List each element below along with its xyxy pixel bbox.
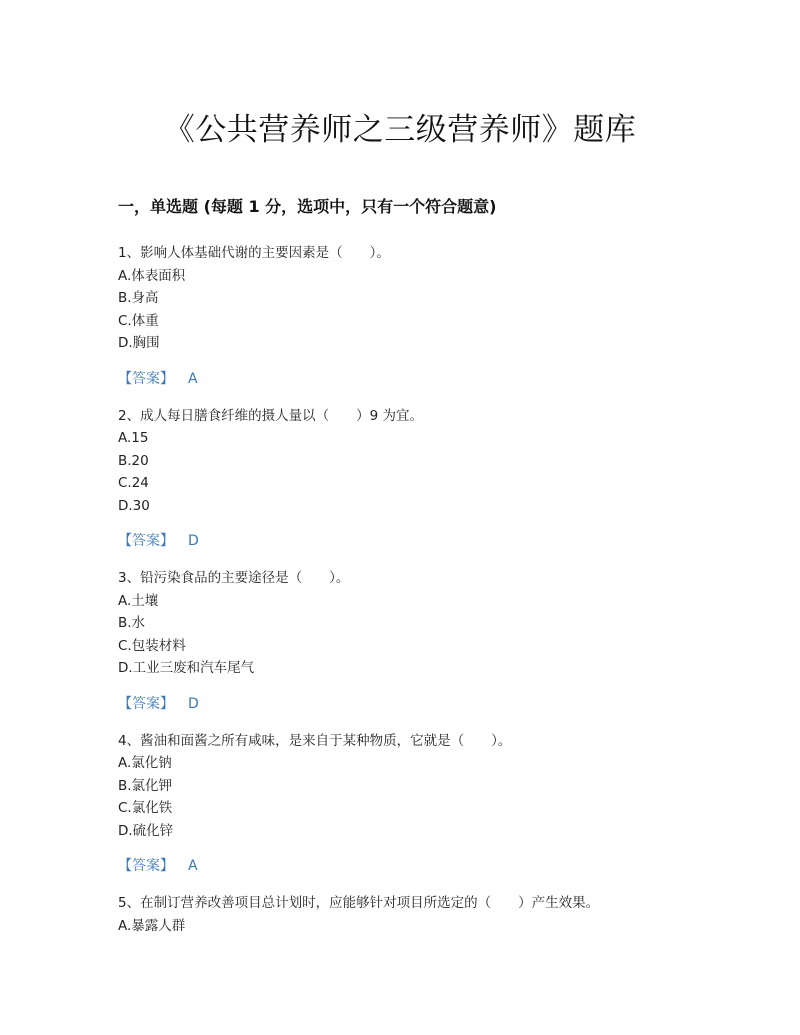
answer-label: 【答案】 xyxy=(118,370,174,387)
option-b: B.20 xyxy=(118,452,149,469)
answer-label: 【答案】 xyxy=(118,695,174,712)
answer-line xyxy=(118,530,718,552)
option-b: B.氯化钾 xyxy=(118,777,173,794)
question-stem: 2、成人每日膳食纤维的摄人量以（ ）9 为宜。 xyxy=(118,407,423,424)
option-c: C.体重 xyxy=(118,312,159,329)
option-d: D.30 xyxy=(118,497,150,514)
answer-value: A xyxy=(188,370,198,387)
question-1 xyxy=(118,242,718,390)
option-a: A.土壤 xyxy=(118,592,159,609)
question-2 xyxy=(118,405,718,553)
question-stem: 5、在制订营养改善项目总计划时，应能够针对项目所选定的（ ）产生效果。 xyxy=(118,895,600,911)
question-stem: 3、铅污染食品的主要途径是（ ）。 xyxy=(118,570,350,586)
document-title: 《公共营养师之三级营养师》题库 xyxy=(163,112,637,148)
question-stem: 1、影响人体基础代谢的主要因素是（ ）。 xyxy=(118,245,390,261)
option-b: B.身高 xyxy=(118,290,159,306)
option-c: C.氯化铁 xyxy=(118,800,173,816)
option-a: A.体表面积 xyxy=(118,267,186,284)
answer-value: D xyxy=(188,533,199,549)
question-4 xyxy=(118,730,718,878)
question-3 xyxy=(118,567,718,715)
option-d: D.硫化锌 xyxy=(118,822,174,839)
answer-line xyxy=(118,693,718,715)
answer-value: A xyxy=(188,858,198,874)
option-c: C.包装材料 xyxy=(118,637,186,654)
question-stem: 4、酱油和面酱之所有咸味，是来自于某种物质，它就是（ ）。 xyxy=(118,732,512,749)
option-c: C.24 xyxy=(118,475,149,491)
answer-label: 【答案】 xyxy=(118,533,174,549)
answer-label: 【答案】 xyxy=(118,858,174,874)
question-5 xyxy=(118,892,718,937)
option-a: A.氯化钠 xyxy=(118,755,172,771)
question-list xyxy=(118,242,718,937)
section-heading: 一，单选题 (每题 1 分，选项中，只有一个符合题意) xyxy=(118,197,497,216)
option-d: D.工业三废和汽车尾气 xyxy=(118,660,255,676)
option-a: A.暴露人群 xyxy=(118,917,186,934)
answer-value: D xyxy=(188,695,199,712)
option-d: D.胸围 xyxy=(118,335,160,351)
answer-line xyxy=(118,368,718,390)
answer-line xyxy=(118,855,718,877)
option-a: A.15 xyxy=(118,430,149,446)
option-b: B.水 xyxy=(118,615,146,631)
